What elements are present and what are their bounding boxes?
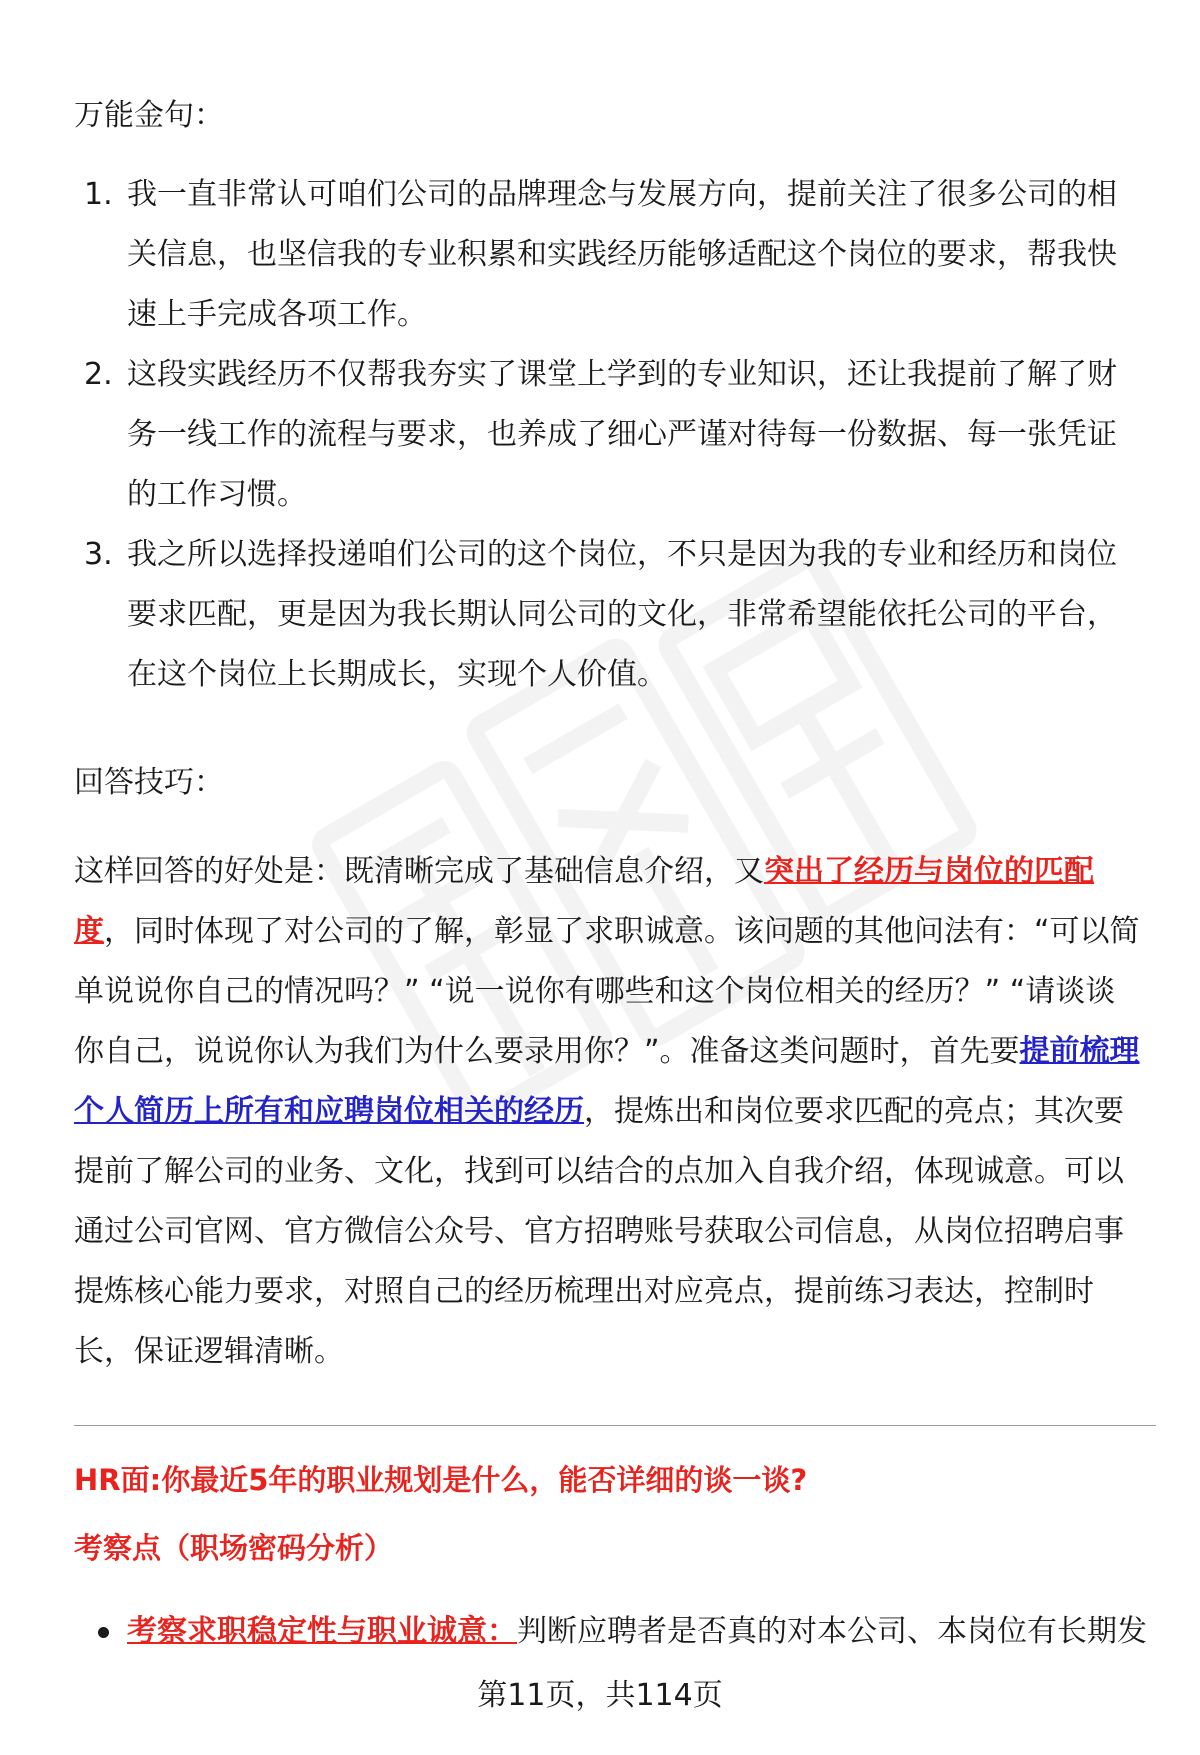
highlight-red: 突出了经历与岗位的匹配度 bbox=[74, 854, 1094, 949]
section-heading-answer-tips: 回答技巧： bbox=[74, 765, 224, 800]
question-title: HR面:你最近5年的职业规划是什么，能否详细的谈一谈? bbox=[74, 1463, 808, 1497]
list-number: 1. bbox=[84, 177, 113, 212]
list-number: 3. bbox=[84, 537, 113, 572]
bullet-content bbox=[127, 1612, 1147, 1652]
page-number: 第11页，共114页 bbox=[477, 1678, 723, 1713]
tips-text-part1: 这样回答的好处是：既清晰完成了基础信息介绍，又 bbox=[74, 854, 764, 889]
tips-text-part3: ，提炼出和岗位要求匹配的亮点；其次要提前了解公司的业务、文化，找到可以结合的点加入自我介绍，体现诚意。可以通过公司官网、官方微信公众号、官方招聘账号获取公司信息，从岗位招聘启事提炼核心能力要求，对照自己的经历梳理出对应亮点，提前练习表达，控制时长，保证逻辑清晰。 bbox=[74, 1094, 1124, 1369]
section-divider bbox=[74, 1425, 1156, 1426]
tips-text-part2: ，同时体现了对公司的了解，彰显了求职诚意。该问题的其他问法有：“可以简单说说你自己的情况吗？” “说一说你有哪些和这个岗位相关的经历？” “请谈谈你自己，说说你认为我们为什么要录用你？”。准备这类问题时，首先要 bbox=[74, 914, 1140, 1069]
list-item-text: 我一直非常认可咱们公司的品牌理念与发展方向，提前关注了很多公司的相关信息，也坚信我的专业积累和实践经历能够适配这个岗位的要求，帮我快速上手完成各项工作。 bbox=[127, 177, 1117, 332]
list-number: 2. bbox=[84, 357, 113, 392]
analysis-heading: 考察点（职场密码分析） bbox=[74, 1531, 394, 1565]
list-item-text: 我之所以选择投递咱们公司的这个岗位，不只是因为我的专业和经历和岗位要求匹配，更是因为我长期认同公司的文化，非常希望能依托公司的平台，在这个岗位上长期成长，实现个人价值。 bbox=[127, 537, 1117, 692]
list-item bbox=[74, 165, 1144, 345]
bullet-dot-icon bbox=[98, 1627, 109, 1638]
list-item bbox=[74, 345, 1144, 525]
list-item-text: 这段实践经历不仅帮我夯实了课堂上学到的专业知识，还让我提前了解了财务一线工作的流程与要求，也养成了细心严谨对待每一份数据、每一张凭证的工作习惯。 bbox=[127, 357, 1117, 512]
tips-paragraph bbox=[74, 842, 1144, 1382]
section-heading-golden-sentences: 万能金句： bbox=[74, 98, 224, 133]
bullet-label: 考察求职稳定性与职业诚意： bbox=[127, 1614, 517, 1649]
highlight-blue: 提前梳理个人简历上所有和应聘岗位相关的经历 bbox=[74, 1034, 1140, 1129]
bullet-text: 判断应聘者是否真的对本公司、本岗位有长期发 bbox=[517, 1614, 1147, 1649]
numbered-list bbox=[74, 165, 1144, 705]
list-item bbox=[74, 525, 1144, 705]
